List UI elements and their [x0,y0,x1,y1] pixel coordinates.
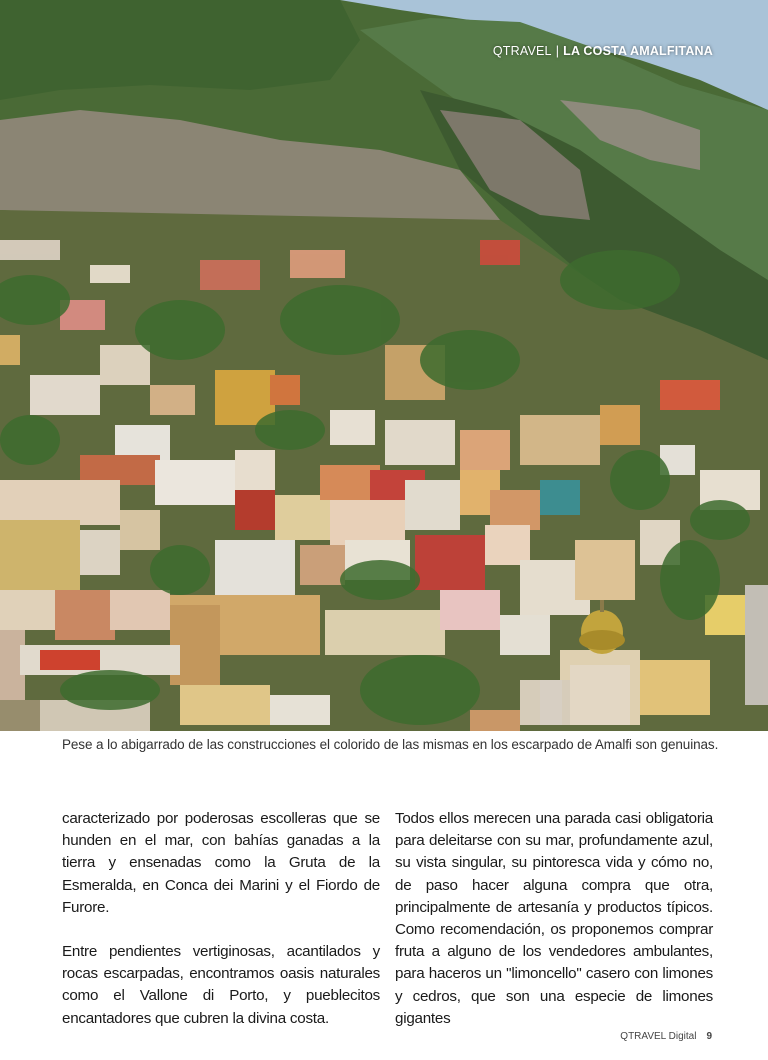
paragraph: Todos ellos merecen una parada casi obligatoria para deleitarse con su mar, profundamente azul, su vista singular, su pintoresca vida y cómo no, de paso hacer alguna compra que otra, principalmente de artesanía y productos típicos. Como recomendación, os proponemos comprar fruta a alguno de los vendedores ambulantes, para haceros un "limoncello" casero con limones y cedros, que son una especie de limones gigantes [395,810,713,1027]
publication-name: QTRAVEL Digital [620,1031,697,1042]
section-title: LA COSTA AMALFITANA [563,44,713,58]
text-column-left [62,808,380,1052]
header-separator: | [555,44,560,58]
magazine-brand: QTRAVEL [492,44,552,58]
section-header [493,44,713,58]
page-number: 9 [706,1031,712,1042]
paragraph: Entre pendientes vertiginosas, acantilados y rocas escarpadas, encontramos oasis naturales como el Vallone di Porto, y pueblecitos encantadores que cubren la divina costa. [62,943,380,1027]
text-column-right [395,808,713,1052]
photo-caption: Pese a lo abigarrado de las construcciones el colorido de las mismas en los escarpado de Amalfi son genuinas. [62,737,719,752]
paragraph: caracterizado por poderosas escolleras que se hunden en el mar, con bahías ganadas a la tierra y ensenadas como la Gruta de la Esmeralda, en Conca dei Marini y el Fiordo de Furore. [62,810,380,916]
page-footer [620,1031,712,1042]
